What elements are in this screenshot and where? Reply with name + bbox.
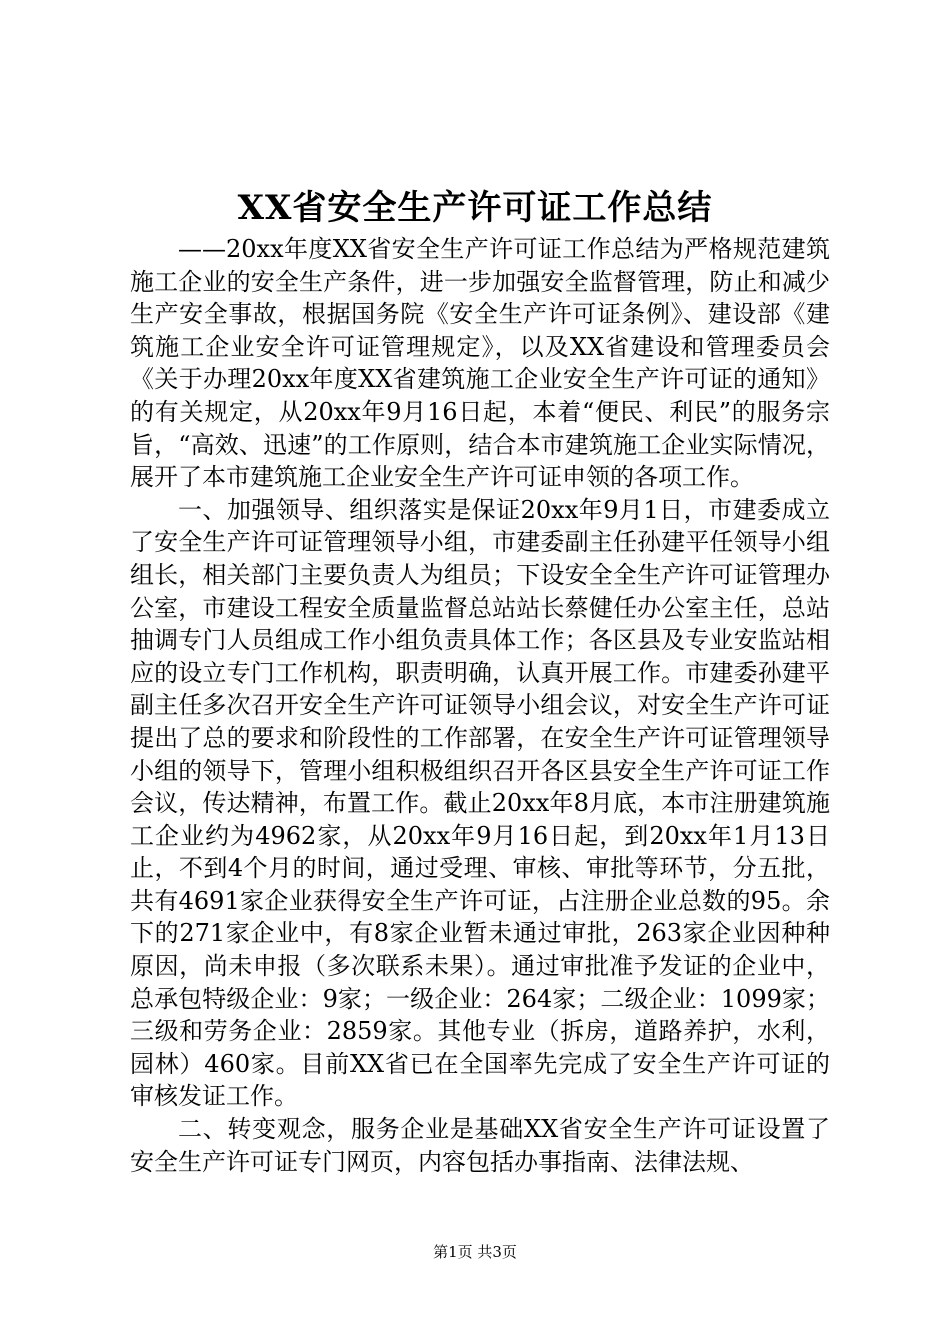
paragraph-section-one: 一、加强领导、组织落实是保证20xx年9月1日，市建委成立了安全生产许可证管理领导小组，市建委副主任孙建平任领导小组组长，相关部门主要负责人为组员；下设安全全生产许可证管理办公室，市建设工程安全质量监督总站站长蔡健任办公室主任，总站抽调专门人员组成工作小组负责具体工作；各区县及专业安监站相应的设立专门工作机构，职责明确，认真开展工作。市建委孙建平副主任多次召开安全生产许可证领导小组会议，对安全生产许可证提出了总的要求和阶段性的工作部署，在安全生产许可证管理领导小组的领导下，管理小组积极组织召开各区县安全生产许可证工作会议，传达精神，布置工作。截止20xx年8月底，本市注册建筑施工企业约为4962家，从20xx年9月16日起，到20xx年1月13日止，不到4个月的时间，通过受理、审核、审批等环节，分五批，共有4691家企业获得安全生产许可证，占注册企业总数的95。余下的271家企业中，有8家企业暂未通过审批，263家企业因种种原因，尚未申报（多次联系未果）。通过审批准予发证的企业中，总承包特级企业：9家；一级企业：264家；二级企业：1099家；三级和劳务企业：2859家。其他专业（拆房，道路养护，水利，园林）460家。目前XX省已在全国率先完成了安全生产许可证的审核发证工作。 (130, 495, 830, 1111)
paragraph-section-two: 二、转变观念，服务企业是基础XX省安全生产许可证设置了安全生产许可证专门网页，内容包括办事指南、法律法规、 (130, 1115, 830, 1176)
document-body (130, 233, 830, 1178)
paragraph-intro: ——20xx年度XX省安全生产许可证工作总结为严格规范建筑施工企业的安全生产条件，进一步加强安全监督管理，防止和减少生产安全事故，根据国务院《安全生产许可证条例》、建设部《建筑施工企业安全许可证管理规定》，以及XX省建设和管理委员会《关于办理20xx年度XX省建筑施工企业安全生产许可证的通知》的有关规定，从20xx年9月16日起，本着“便民、利民”的服务宗旨，“高效、迅速”的工作原则，结合本市建筑施工企业实际情况，展开了本市建筑施工企业安全生产许可证申领的各项工作。 (130, 235, 830, 492)
document-title: XX省安全生产许可证工作总结 (237, 188, 713, 228)
page-footer: 第1页 共3页 (433, 1243, 517, 1261)
